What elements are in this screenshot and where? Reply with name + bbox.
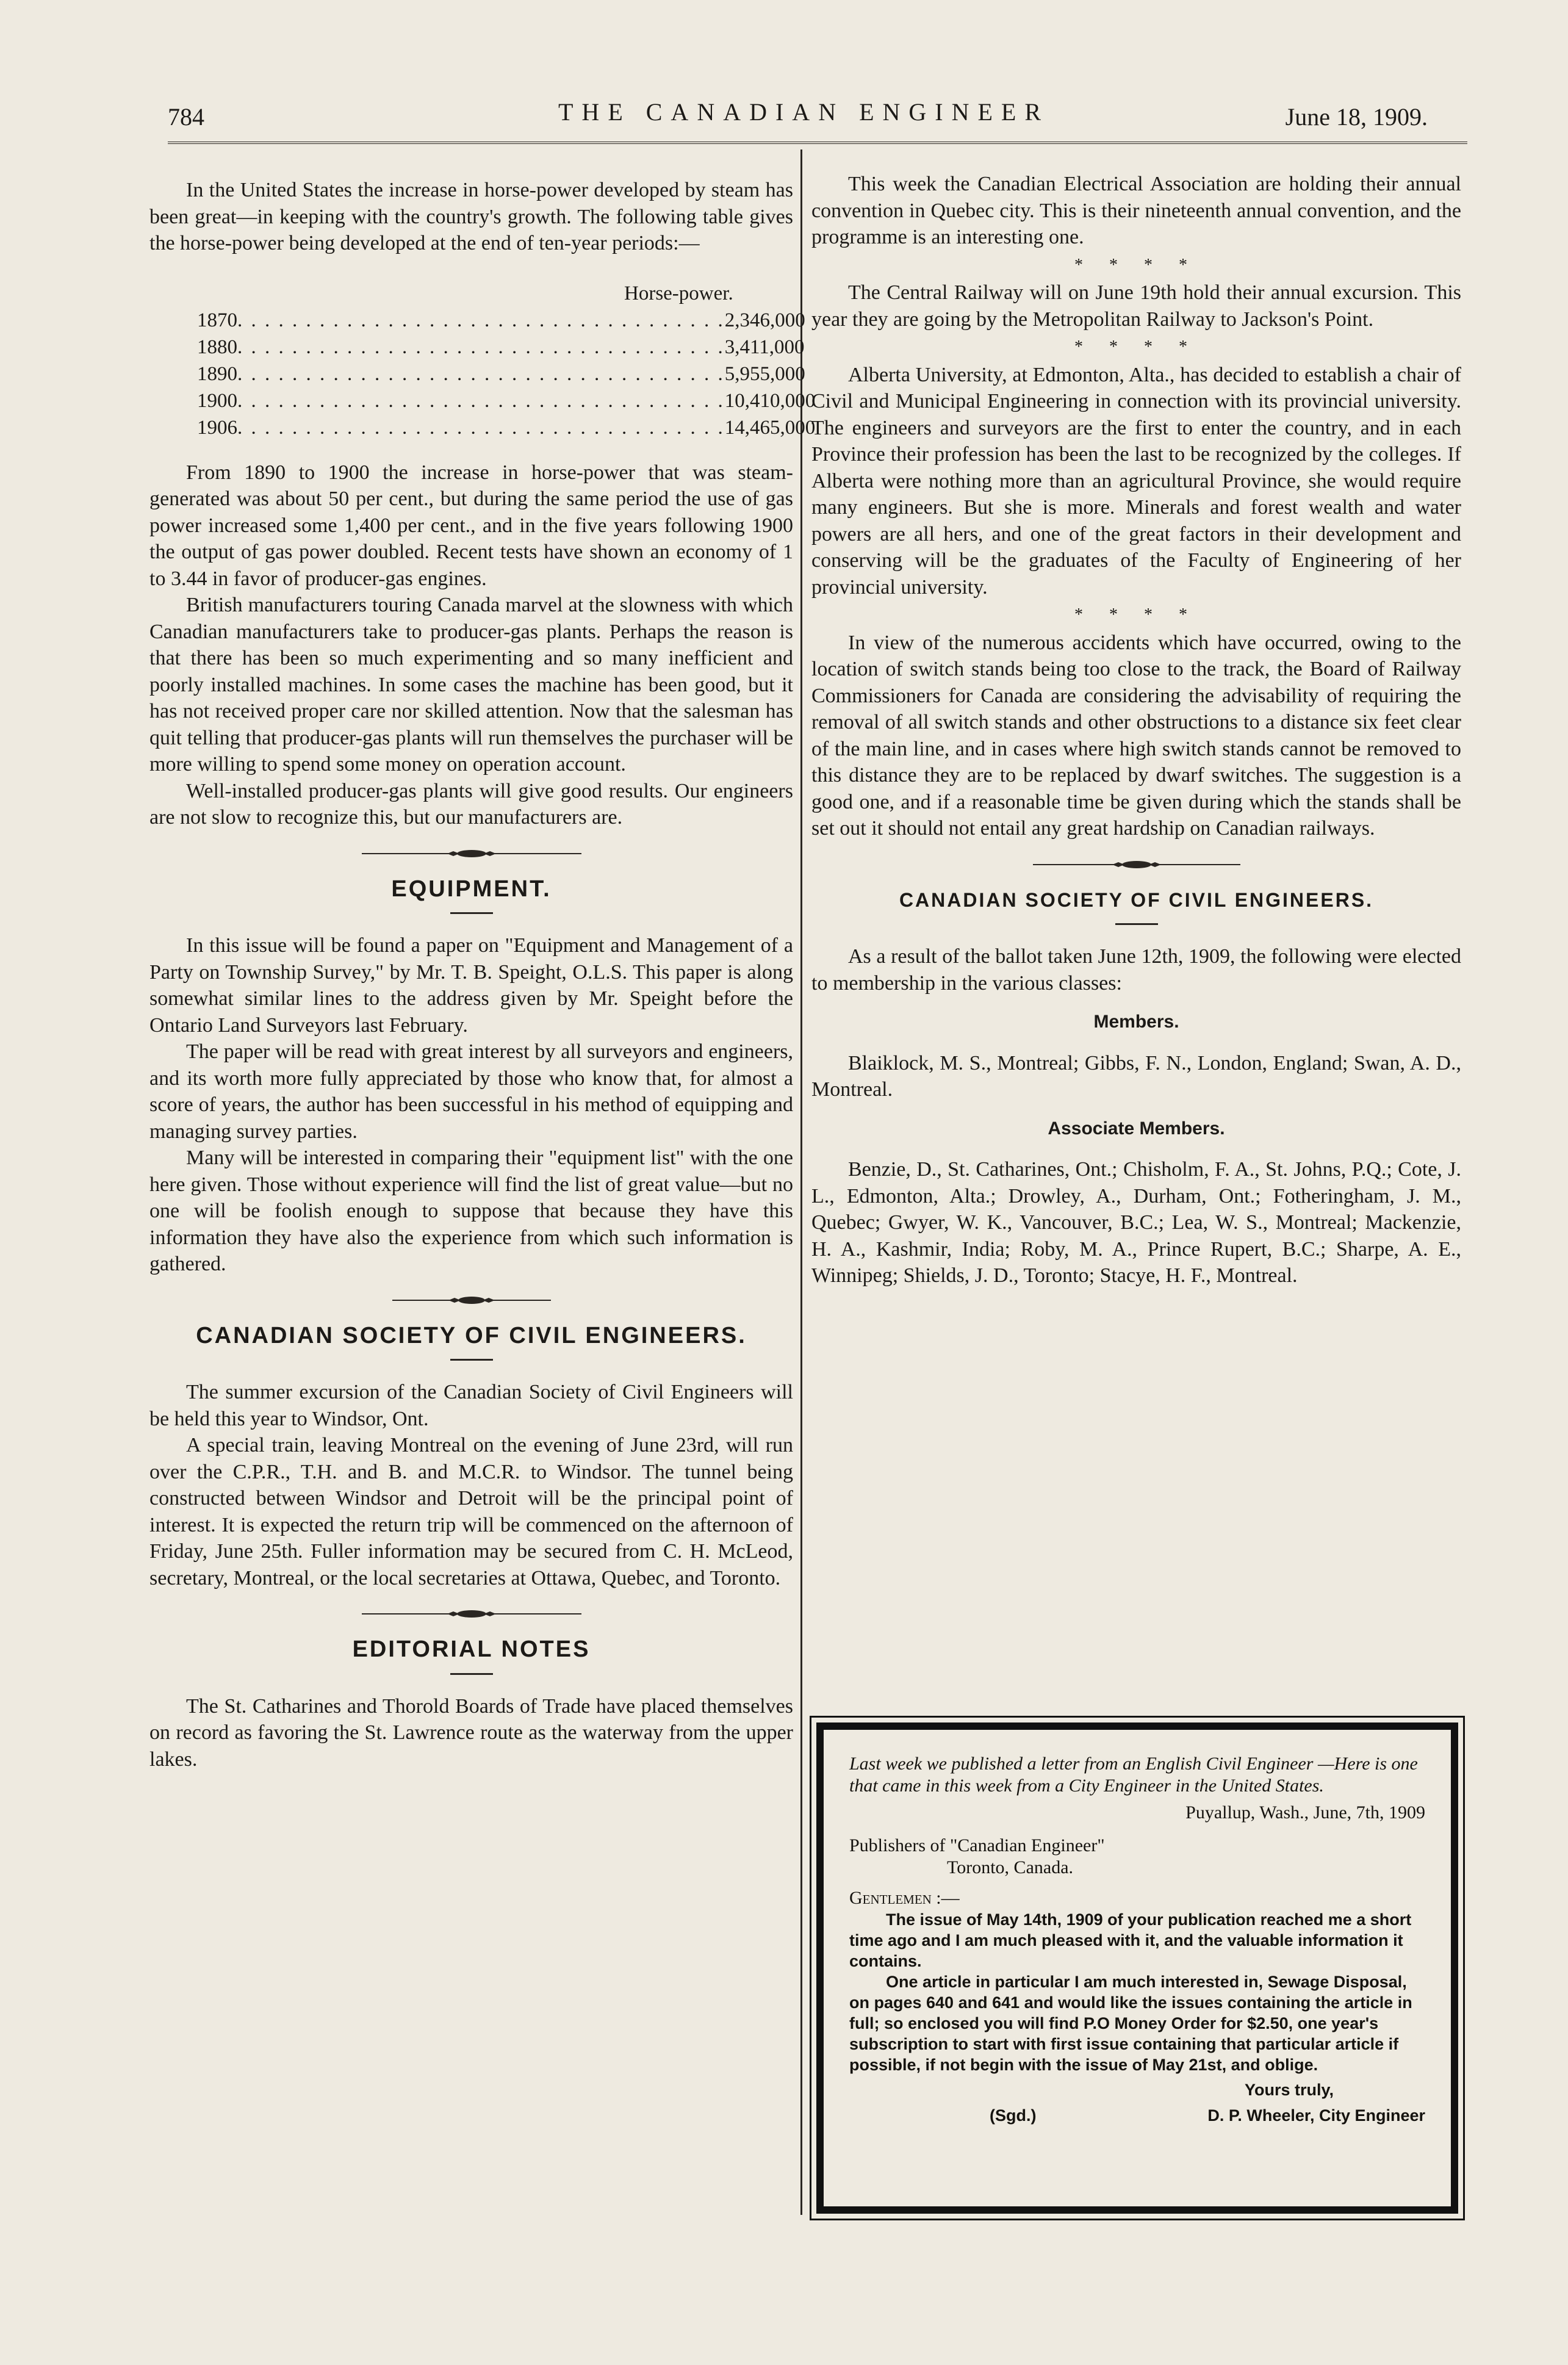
heading-rule [450,1673,493,1675]
table-row [197,334,805,361]
horsepower-table [197,280,816,441]
paragraph-alberta-university: Alberta University, at Edmonton, Alta., has decided to establish a chair of Civil and Municipal Engineering in connection with its provincial university. The engineers and surveyors are the first to enter the country, and in each Province their profession has been the last to be recognized by the colleges. If Alberta were nothing more than an agricultural Province, she would require many engineers. But she is more. Minerals and forest wealth and water powers are all hers, and one of the great factors in their development and conserving will be the graduates of the Faculty of Engineering of her provincial university. [811,363,1461,599]
leader-dots: . . . . . . . . . . . . . . . . . . . . . . . . . . . . . . . . . . . . [237,309,725,331]
table-row [197,387,816,414]
ornament-divider [811,860,1461,869]
csce-heading-left: CANADIAN SOCIETY OF CIVIL ENGINEERS. [196,1322,747,1348]
paragraph-british-manufacturers: British manufacturers touring Canada marvel at the slowness with which Canadian manufacturers take to producer-gas plants. Perhaps the reason is that there has been so much experimenting and so many inefficient and poorly installed machines. In some cases the machine has been good, but it has not received proper care nor skilled attention. Now that the salesman has quit telling that producer-gas plants will run themselves the purchaser will be more willing to spend some money on operation account. [149,594,793,776]
right-column [811,171,1461,1289]
table-value: 10,410,000 [724,389,816,412]
paragraph-equipment-3: Many will be interested in comparing their "equipment list" with the one here given. Those without experience will find the list of great value—but no one will be foolish enough to suppose that because they have this information they have also the experience from which such information is gathered. [149,1147,793,1275]
star-separator: * * * * [1074,337,1198,356]
heading-rule [450,912,493,914]
journal-title: THE CANADIAN ENGINEER [558,98,1050,126]
ornament-divider [149,1296,793,1305]
table-header: Horse-power. [624,282,733,304]
reader-letter-box [816,1722,1458,2214]
paragraph-ballot: As a result of the ballot taken June 12th, 1909, the following were elected to membership in the various classes: [811,945,1461,995]
editorial-notes-heading: EDITORIAL NOTES [352,1636,591,1662]
paragraph-editorial-1: The St. Catharines and Thorold Boards of Trade have placed themselves on record as favoring the St. Lawrence route as the waterway from the upper lakes. [149,1694,793,1771]
table-year: 1900 [197,389,237,412]
paragraph-csce-2: A special train, leaving Montreal on the evening of June 23rd, will run over the C.P.R., T.H. and B. and M.C.R. to Windsor. The tunnel being constructed between Windsor and Detroit will be the principal point of interest. It is expected the return trip will be commenced on the afternoon of Friday, June 25th. Fuller information may be secured from C. H. McLeod, secretary, Montreal, or the local secretaries at Ottawa, Quebec, and Toronto. [149,1434,793,1589]
associate-members-list: Benzie, D., St. Catharines, Ont.; Chisholm, F. A., St. Johns, P.Q.; Cote, J. L., Edmonton, Alta.; Drowley, A., Durham, Ont.; Fotheringham, J. M., Quebec; Gwyer, W. K., Vancouver, B.C.; Lea, W. S., Montreal; Mackenzie, H. A., Kashmir, India; Roby, M. A., Prince Rupert, B.C.; Sharpe, A. E., Winnipeg; Shields, J. D., Toronto; Stacye, H. F., Montreal. [811,1158,1461,1287]
leader-dots: . . . . . . . . . . . . . . . . . . . . . . . . . . . . . . . . . . . . [237,389,725,412]
equipment-heading: EQUIPMENT. [391,876,552,902]
paragraph-switch-stands: In view of the numerous accidents which have occurred, owing to the location of switch stands being too close to the track, the Board of Railway Commissioners for Canada are considering the advisability of requiring the removal of all switch stands and other obstructions to a distance six feet clear of the main line, and in cases where high switch stands cannot be removed to this distance they are to be replaced by dwarf switches. The suggestion is a good one, and if a reasonable time be given during which the stands shall be set out it should not entail any great hardship on Canadian railways. [811,631,1461,840]
associate-members-heading: Associate Members. [1048,1118,1225,1139]
paragraph-producer-gas: Well-installed producer-gas plants will give good results. Our engineers are not slow to recognize this, but our manufacturers are. [149,779,793,829]
table-value: 3,411,000 [724,336,805,358]
left-column [149,177,816,1773]
heading-rule [1115,923,1158,925]
table-value: 5,955,000 [724,362,805,385]
letter-place-date: Puyallup, Wash., June, 7th, 1909 [1185,1802,1425,1823]
page-header [168,98,1440,140]
table-year: 1906 [197,416,237,439]
leader-dots: . . . . . . . . . . . . . . . . . . . . . . . . . . . . . . . . . . . . [237,362,725,385]
letter-closing: Yours truly, [1244,2081,1334,2099]
letter-signature-line [849,2104,1425,2126]
letter-intro: Last week we published a letter from an English Civil Engineer —Here is one that came in this week from a City Engineer in the United States. [849,1754,1418,1796]
csce-heading-right: CANADIAN SOCIETY OF CIVIL ENGINEERS. [899,888,1374,911]
ornament-divider [149,849,793,858]
table-year: 1880 [197,336,237,358]
table-year: 1870 [197,309,237,331]
paragraph-equipment-2: The paper will be read with great interest by all surveyors and engineers, and its worth more fully appreciated by those who know that, for almost a score of years, the author has been successful in his method of equipping and managing survey parties. [149,1040,793,1143]
letter-signature: D. P. Wheeler, City Engineer [1207,2106,1425,2125]
letter-paragraph-2: One article in particular I am much interested in, Sewage Disposal, on pages 640 and 641 and would like the issues containing the article in full; so enclosed you will find P.O Money Order for $2.50, one year's subscription to start with first issue containing that particular article if possible, if not begin with the issue of May 21st, and oblige. [849,1973,1412,2074]
leader-dots: . . . . . . . . . . . . . . . . . . . . . . . . . . . . . . . . . . . . [237,416,725,439]
table-row [197,361,805,387]
paragraph-gas-power: From 1890 to 1900 the increase in horse-power that was steam-generated was about 50 per cent., but during the same period the use of gas power increased some 1,400 per cent., and in the five years following 1900 the output of gas power doubled. Recent tests have shown an economy of 1 to 3.44 in favor of producer-gas engines. [149,461,793,590]
paragraph-equipment-1: In this issue will be found a paper on "Equipment and Management of a Party on Township Survey," by Mr. T. B. Speight, O.L.S. This paper is along somewhat similar lines to the address given by Mr. Speight before the Ontario Land Surveyors last February. [149,934,793,1037]
members-heading: Members. [1093,1012,1179,1032]
table-row [197,307,805,334]
letter-addressee-city: Toronto, Canada. [947,1857,1074,1877]
leader-dots: . . . . . . . . . . . . . . . . . . . . . . . . . . . . . . . . . . . . [237,336,725,358]
letter-addressee: Publishers of "Canadian Engineer" [849,1835,1105,1856]
letter-body [849,1909,1425,2075]
heading-rule [450,1359,493,1361]
ornament-divider [149,1610,793,1618]
letter-greeting: Gentlemen :— [849,1888,960,1908]
letter-paragraph-1: The issue of May 14th, 1909 of your publication reached me a short time ago and I am much pleased with it, and the valuable information it contains. [849,1910,1412,1970]
letter-sgd: (Sgd.) [990,2106,1037,2125]
star-separator: * * * * [1074,605,1198,624]
table-value: 2,346,000 [724,309,805,331]
paragraph-central-railway: The Central Railway will on June 19th hold their annual excursion. This year they are going by the Metropolitan Railway to Jackson's Point. [811,281,1461,331]
issue-date: June 18, 1909. [1285,103,1428,131]
column-divider [800,149,802,2215]
paragraph-electrical-association: This week the Canadian Electrical Association are holding their annual convention in Quebec city. This is their nineteenth annual convention, and the programme is an interesting one. [811,173,1461,248]
table-row [197,414,816,441]
table-value: 14,465,000 [724,416,816,439]
header-rule [168,142,1467,146]
page-number: 784 [168,103,204,131]
intro-paragraph: In the United States the increase in horse-power developed by steam has been great—in keeping with the country's growth. The following table gives the horse-power being developed at the end of ten-year periods:— [149,179,793,254]
paragraph-csce-1: The summer excursion of the Canadian Society of Civil Engineers will be held this year to Windsor, Ont. [149,1381,793,1430]
star-separator: * * * * [1074,255,1198,275]
members-list: Blaiklock, M. S., Montreal; Gibbs, F. N., London, England; Swan, A. D., Montreal. [811,1051,1461,1101]
table-year: 1890 [197,362,237,385]
